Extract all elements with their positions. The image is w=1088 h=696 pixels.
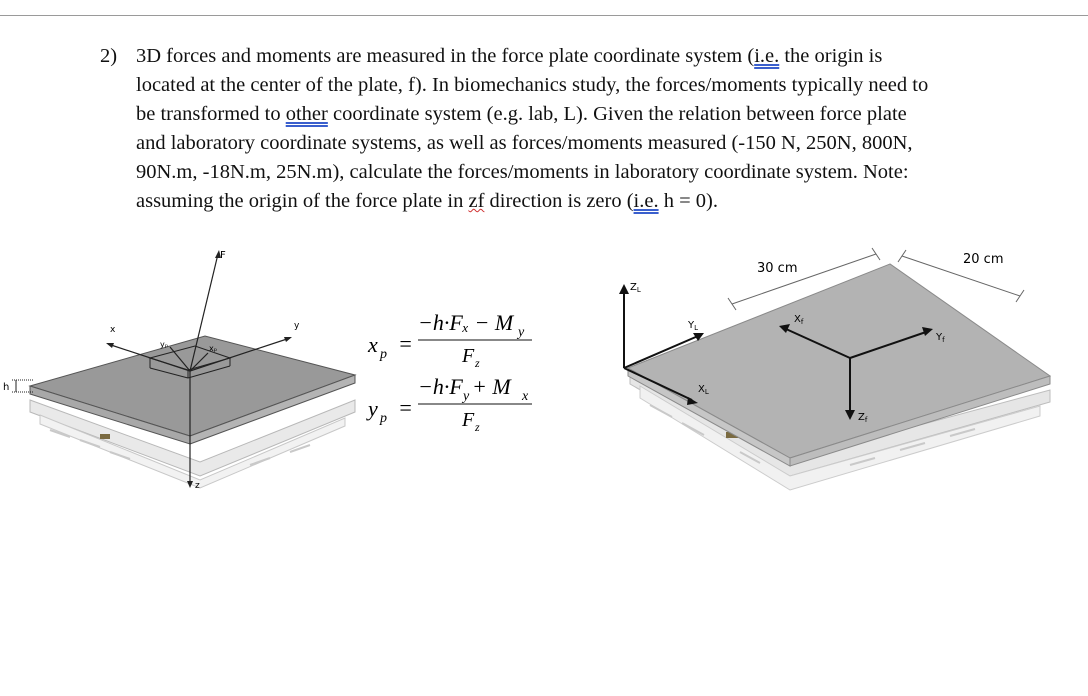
dimension-width-label: 20 cm bbox=[963, 252, 1004, 267]
svg-text:p: p bbox=[380, 347, 387, 362]
dimension-length-label: 30 cm bbox=[757, 261, 798, 276]
svg-text:=: = bbox=[398, 331, 413, 356]
yL-label: $Y_L$ bbox=[688, 320, 699, 332]
svg-text:+ M: + M bbox=[472, 374, 511, 399]
svg-text:z: z bbox=[475, 420, 480, 434]
svg-text:y: y bbox=[368, 396, 378, 421]
right-coordinate-figure bbox=[600, 240, 1060, 510]
svg-text:x: x bbox=[368, 332, 378, 357]
svg-text:y: y bbox=[463, 389, 470, 404]
y-axis-label: y bbox=[294, 321, 300, 331]
xf-label: $X_f$ bbox=[794, 314, 804, 326]
x-axis-label: x bbox=[110, 325, 116, 335]
svg-text:F: F bbox=[462, 345, 475, 367]
svg-text:x: x bbox=[522, 389, 529, 404]
svg-text:F: F bbox=[462, 409, 475, 431]
svg-text:z: z bbox=[475, 356, 480, 370]
question-line-5: 90N.m, -18N.m, 25N.m), calculate the forces/moments in laboratory coordinate system. Note: bbox=[136, 161, 909, 183]
yf-label: $Y_f$ bbox=[936, 332, 945, 344]
svg-text:y: y bbox=[518, 325, 525, 340]
svg-text:=: = bbox=[398, 395, 413, 420]
left-force-plate-figure bbox=[0, 240, 370, 500]
zf-label: $Z_f$ bbox=[858, 412, 868, 424]
question-line-2: located at the center of the plate, f). In biomechanics study, the forces/moments typically need to bbox=[136, 74, 929, 96]
svg-text:−h·Fₓ − M: −h·Fₓ − M bbox=[418, 310, 514, 335]
question-line-4: and laboratory coordinate systems, as well as forces/moments measured (-150 N, 250N, 800N, bbox=[136, 132, 913, 154]
h-label: h bbox=[3, 382, 10, 393]
z-axis-label: z bbox=[195, 481, 200, 491]
yp-label: yₚ bbox=[160, 340, 169, 349]
question-line-1: 3D forces and moments are measured in the force plate coordinate system (i.e. the origin is bbox=[136, 45, 883, 67]
force-label: F bbox=[220, 250, 226, 261]
yp-formula bbox=[366, 374, 532, 434]
xL-label: $X_L$ bbox=[698, 384, 709, 396]
zL-label: $Z_L$ bbox=[630, 282, 641, 294]
question-line-3: be transformed to other coordinate system (e.g. lab, L). Given the relation between force plate bbox=[136, 103, 907, 125]
xp-formula bbox=[367, 310, 532, 370]
svg-text:−h·F: −h·F bbox=[418, 374, 463, 399]
question-line-6: assuming the origin of the force plate in zf direction is zero (i.e. h = 0). bbox=[136, 190, 718, 212]
svg-text:p: p bbox=[380, 411, 387, 426]
question-number: 2) bbox=[100, 45, 118, 67]
xp-label: xₚ bbox=[209, 344, 218, 353]
cop-formulas bbox=[360, 300, 560, 440]
top-divider bbox=[0, 15, 1088, 16]
